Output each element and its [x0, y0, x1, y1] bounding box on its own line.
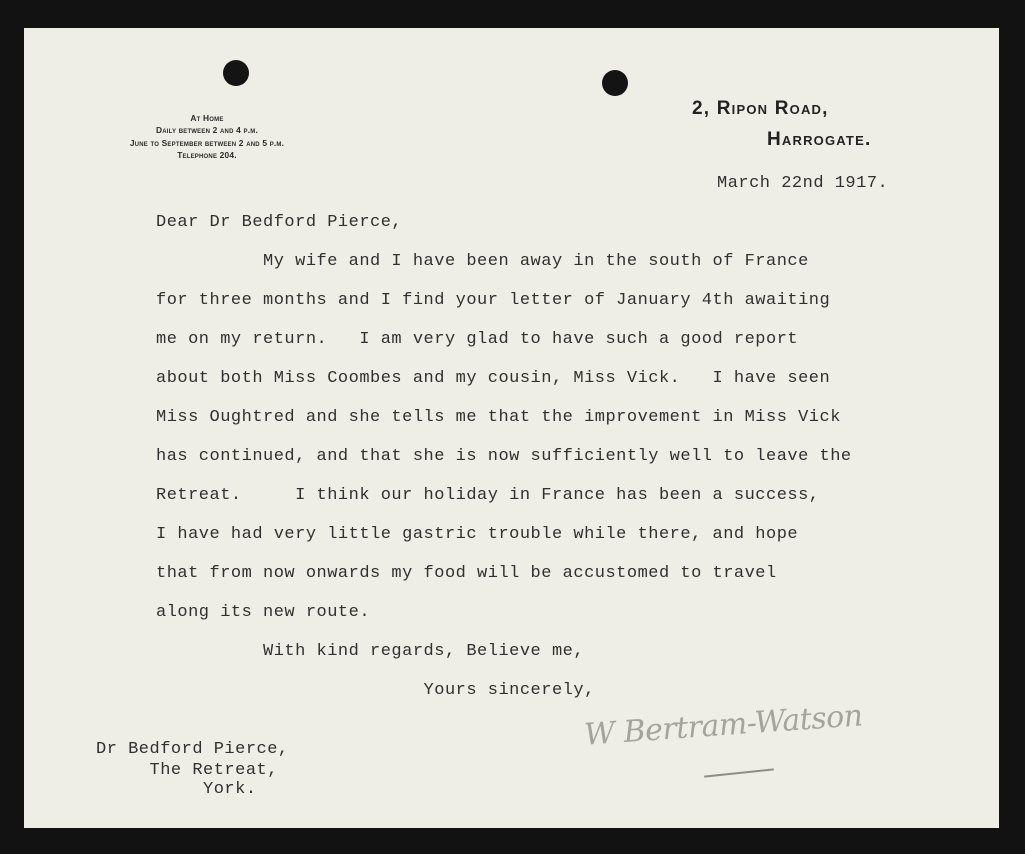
punch-hole: [602, 70, 628, 96]
signature-flourish: [704, 768, 774, 777]
body-line: has continued, and that she is now sufficiently well to leave the: [156, 447, 852, 466]
at-home-line: June to September between 2 and 5 p.m.: [129, 137, 285, 148]
addressee-line: York.: [96, 780, 257, 799]
letter-date: March 22nd 1917.: [717, 174, 889, 193]
body-line: along its new route.: [156, 603, 371, 622]
body-line: My wife and I have been away in the south of France: [156, 252, 809, 271]
address-line: Harrogate.: [767, 129, 872, 150]
body-line: me on my return. I am very glad to have such a good report: [156, 330, 799, 349]
valediction: Yours sincerely,: [156, 681, 595, 700]
closing-line: With kind regards, Believe me,: [156, 642, 585, 661]
at-home-line: At Home: [190, 113, 224, 123]
at-home-block: [102, 112, 312, 161]
addressee-line: Dr Bedford Pierce,: [96, 740, 289, 759]
body-line: about both Miss Coombes and my cousin, Miss Vick. I have seen: [156, 369, 831, 388]
address-line: 2, Ripon Road,: [692, 98, 829, 119]
salutation: Dear Dr Bedford Pierce,: [156, 213, 403, 232]
at-home-line: Telephone 204.: [177, 149, 237, 160]
body-line: Retreat. I think our holiday in France has been a success,: [156, 486, 820, 505]
addressee-line: The Retreat,: [96, 761, 278, 780]
punch-hole: [223, 60, 249, 86]
letter-page: [24, 28, 999, 828]
body-line: I have had very little gastric trouble while there, and hope: [156, 525, 799, 544]
at-home-line: Daily between 2 and 4 p.m.: [156, 125, 258, 136]
handwritten-signature: W Bertram-Watson: [583, 698, 864, 753]
body-line: for three months and I find your letter of January 4th awaiting: [156, 291, 831, 310]
body-line: Miss Oughtred and she tells me that the improvement in Miss Vick: [156, 408, 841, 427]
body-line: that from now onwards my food will be accustomed to travel: [156, 564, 777, 583]
